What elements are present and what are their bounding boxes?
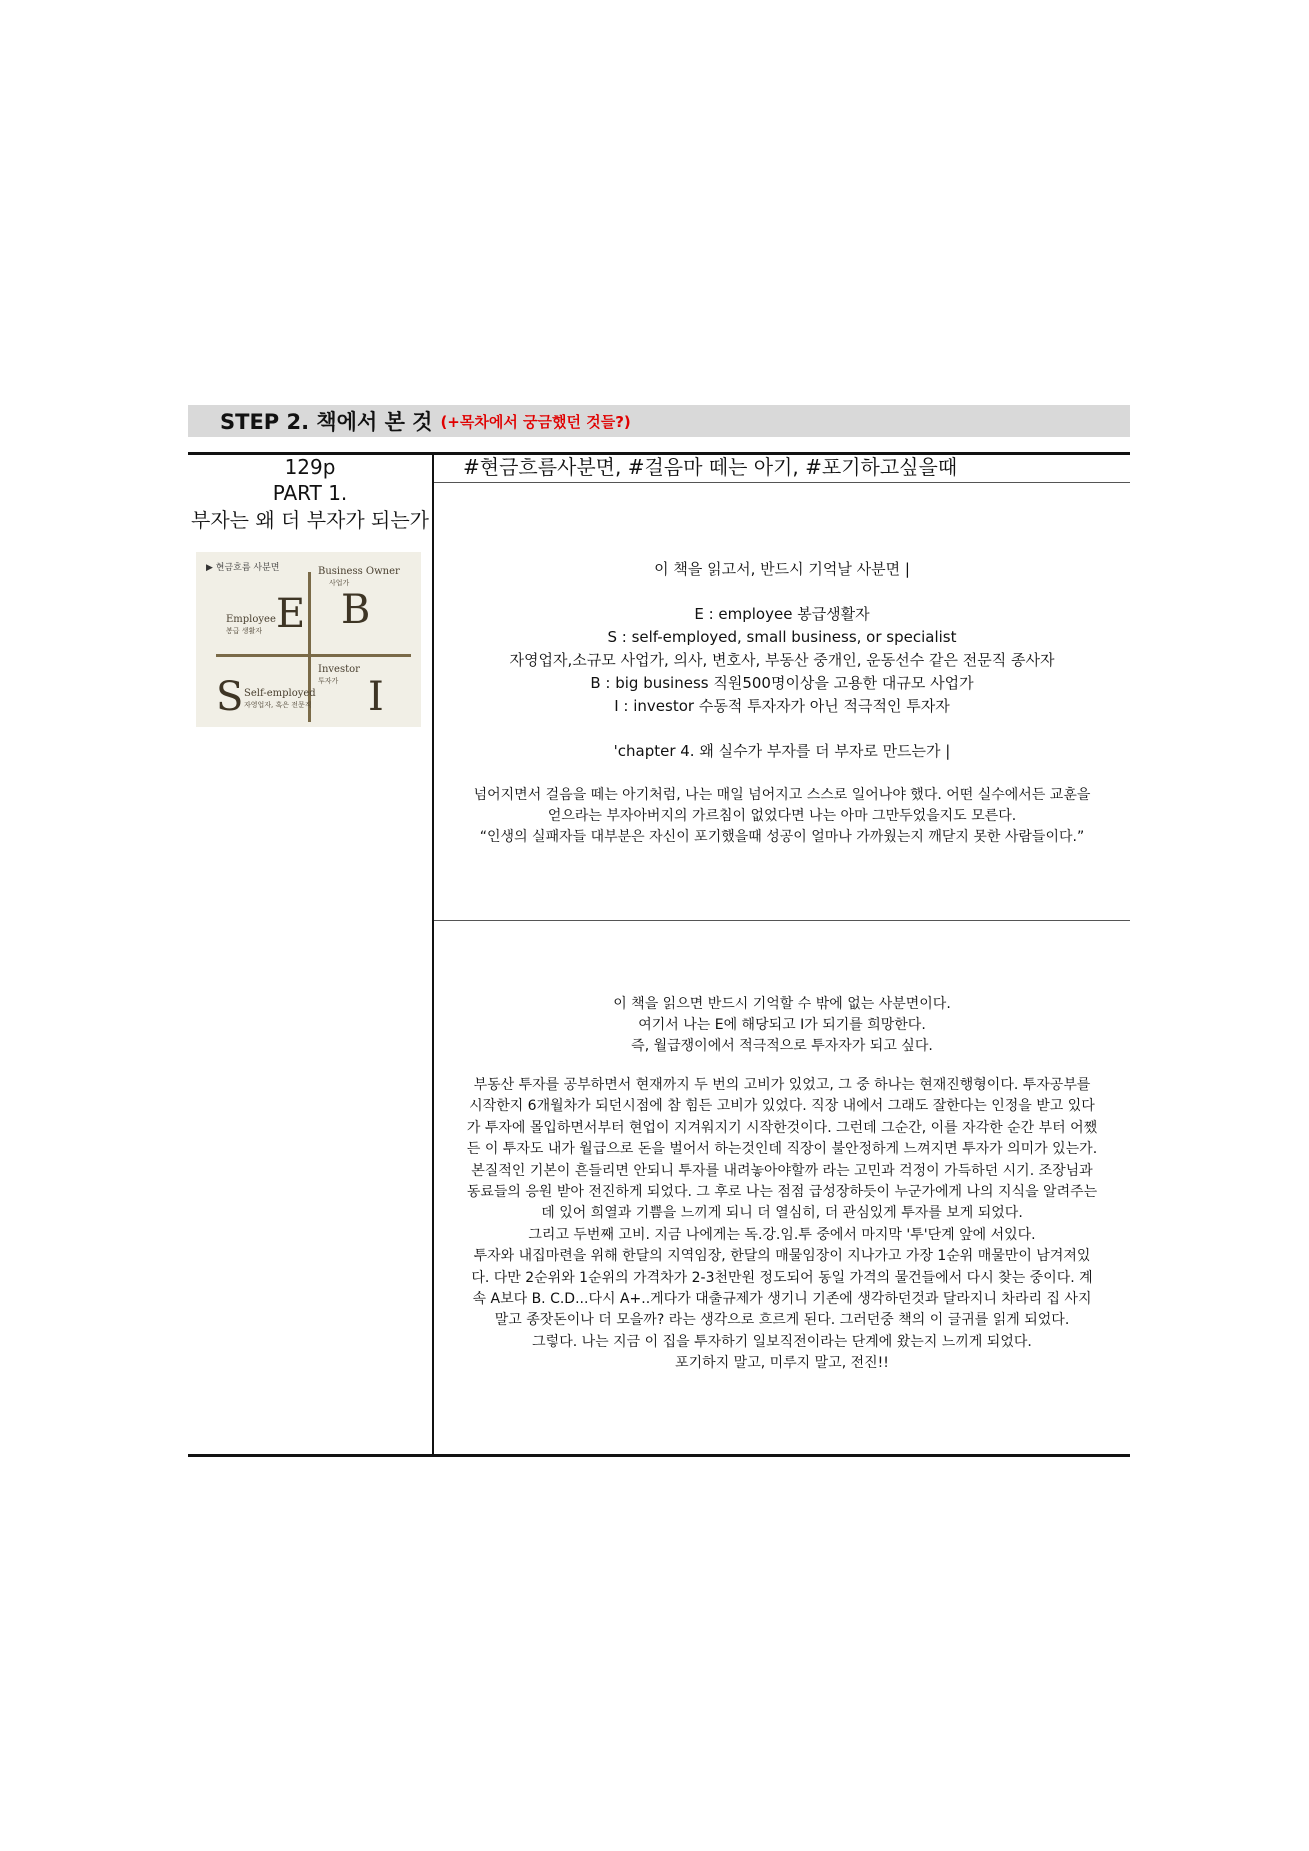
reflection-line: 가 투자에 몰입하면서부터 현업이 지겨워지기 시작한것이다. 그런데 그순간, 이를 자각한 순간 부터 어쨌 (466, 1119, 1098, 1136)
quadrant-e-line: E : employee 봉급생활자 (694, 605, 870, 623)
reflection-line: 부동산 투자를 공부하면서 현재까지 두 번의 고비가 있었고, 그 중 하나는 현재진행형이다. 투자공부를 (473, 1077, 1091, 1093)
reflection-line: 시작한지 6개월차가 되던시점에 참 힘든 고비가 있었다. 직장 내에서 그래도 잘한다는 인정을 받고 있다 (469, 1098, 1095, 1115)
business-owner-ko: 사업가 (329, 579, 350, 587)
table-bottom-rule (188, 1454, 1130, 1457)
block-two (434, 994, 1130, 1375)
quadrant-i-line: I : investor 수동적 투자자가 아닌 적극적인 투자자 (614, 697, 950, 715)
reflection-line: 데 있어 희열과 기쁨을 느끼게 되니 더 열심히, 더 관심있게 투자를 보게 되었다. (541, 1205, 1023, 1222)
business-owner-label: Business Owner (318, 566, 400, 577)
quadrant-horizontal-line (216, 654, 411, 657)
quadrant-intro: 이 책을 읽고서, 반드시 기억날 사분면 | (654, 560, 910, 578)
quadrant-s-line: S : self-employed, small business, or specialist (607, 628, 957, 646)
quote-line-1: 넘어지면서 걸음을 떼는 아기처럼, 나는 매일 넘어지고 스스로 일어나야 했다. 어떤 실수에서든 교훈을 (473, 787, 1091, 803)
quadrant-s-detail: 자영업자,소규모 사업가, 의사, 변호사, 부동산 중개인, 운동선수 같은 전문직 종사자 (509, 651, 1055, 669)
reflection-line: 본질적인 기본이 흔들리면 안되니 투자를 내려놓아야할까 라는 고민과 걱정이 가득하던 시기. 조장님과 (471, 1162, 1093, 1179)
quadrant-letter-b: B (341, 587, 371, 633)
part-title: 부자는 왜 더 부자가 되는가 (191, 508, 429, 532)
employee-label: Employee (226, 614, 276, 625)
self-employed-ko: 자영업자, 혹은 전문직 (244, 701, 312, 709)
chapter-heading: 'chapter 4. 왜 실수가 부자를 더 부자로 만드는가 | (613, 742, 951, 760)
investor-label: Investor (318, 664, 360, 675)
reflection-line: 말고 종잣돈이나 더 모을까? 라는 생각으로 흐르게 된다. 그러던중 책의 이 글귀를 읽게 되었다. (494, 1312, 1070, 1329)
block-one (434, 558, 1130, 848)
reflection-line: 그렇다. 나는 지금 이 집을 투자하기 일보직전이라는 단계에 왔는지 느끼게 되었다. (532, 1333, 1032, 1350)
cashflow-quadrant-image (196, 552, 421, 727)
quadrant-letter-s: S (216, 674, 244, 720)
reflection-line: 다. 다만 2순위와 1순위의 가격차가 2-3천만원 정도되어 동일 가격의 물건들에서 다시 찾는 중이다. 계 (471, 1269, 1093, 1286)
step-note: (+목차에서 궁금했던 것들?) (440, 412, 631, 431)
left-column (188, 452, 432, 534)
content-table (188, 452, 1130, 1457)
quadrant-letter-i: I (368, 674, 384, 720)
reflection-intro-1: 이 책을 읽으면 반드시 기억할 수 밖에 없는 사분면이다. (613, 996, 951, 1012)
header-row-rule (434, 482, 1130, 483)
quadrant-tagline: ▶ 현금흐름 사분면 (206, 563, 280, 573)
self-employed-label: Self-employed (244, 688, 316, 699)
step-title: STEP 2. 책에서 본 것 (220, 410, 433, 434)
quadrant-b-line: B : big business 직원500명이상을 고용한 대규모 사업가 (590, 674, 974, 692)
reflection-line: 속 A보다 B. C.D...다시 A+..게다가 대출규제가 생기니 기존에 생각하던것과 달라지니 차라리 집 사지 (472, 1291, 1092, 1308)
part-label: PART 1. (272, 481, 348, 505)
investor-ko: 투자가 (318, 677, 339, 685)
reflection-line: 투자와 내집마련을 위해 한달의 지역임장, 한달의 매물임장이 지나가고 가장 1순위 매물만이 남겨져있 (473, 1248, 1091, 1265)
page-number: 129p (284, 455, 336, 479)
employee-ko: 봉급 생활자 (226, 627, 263, 635)
reflection-line: 든 이 투자도 내가 월급으로 돈을 벌어서 하는것인데 직장이 불안정하게 느껴지면 투자가 의미가 있는가. (466, 1141, 1098, 1158)
quote-line-3: “인생의 실패자들 대부분은 자신이 포기했을때 성공이 얼마나 가까웠는지 깨닫지 못한 사람들이다.” (479, 829, 1085, 845)
reflection-intro-3: 즉, 월급쟁이에서 적극적으로 투자자가 되고 싶다. (631, 1038, 933, 1054)
reflection-line: 포기하지 말고, 미루지 말고, 전진!! (675, 1355, 889, 1372)
reflection-line: 그리고 두번째 고비. 지금 나에게는 독.강.임.투 중에서 마지막 '투'단계 앞에 서있다. (528, 1226, 1036, 1243)
step-header-bar (188, 405, 1130, 437)
quote-line-2: 얻으라는 부자아버지의 가르침이 없었다면 나는 아마 그만두었을지도 모른다. (547, 808, 1017, 824)
reflection-line: 동료들의 응원 받아 전진하게 되었다. 그 후로 나는 점점 급성장하듯이 누군가에게 나의 지식을 알려주는 (466, 1184, 1098, 1201)
quadrant-letter-e: E (276, 591, 306, 637)
reflection-intro-2: 여기서 나는 E에 해당되고 I가 되기를 희망한다. (638, 1017, 926, 1033)
row-divider (434, 920, 1130, 921)
hashtags: #현금흐름사분면, #걸음마 떼는 아기, #포기하고싶을때 (463, 455, 958, 479)
